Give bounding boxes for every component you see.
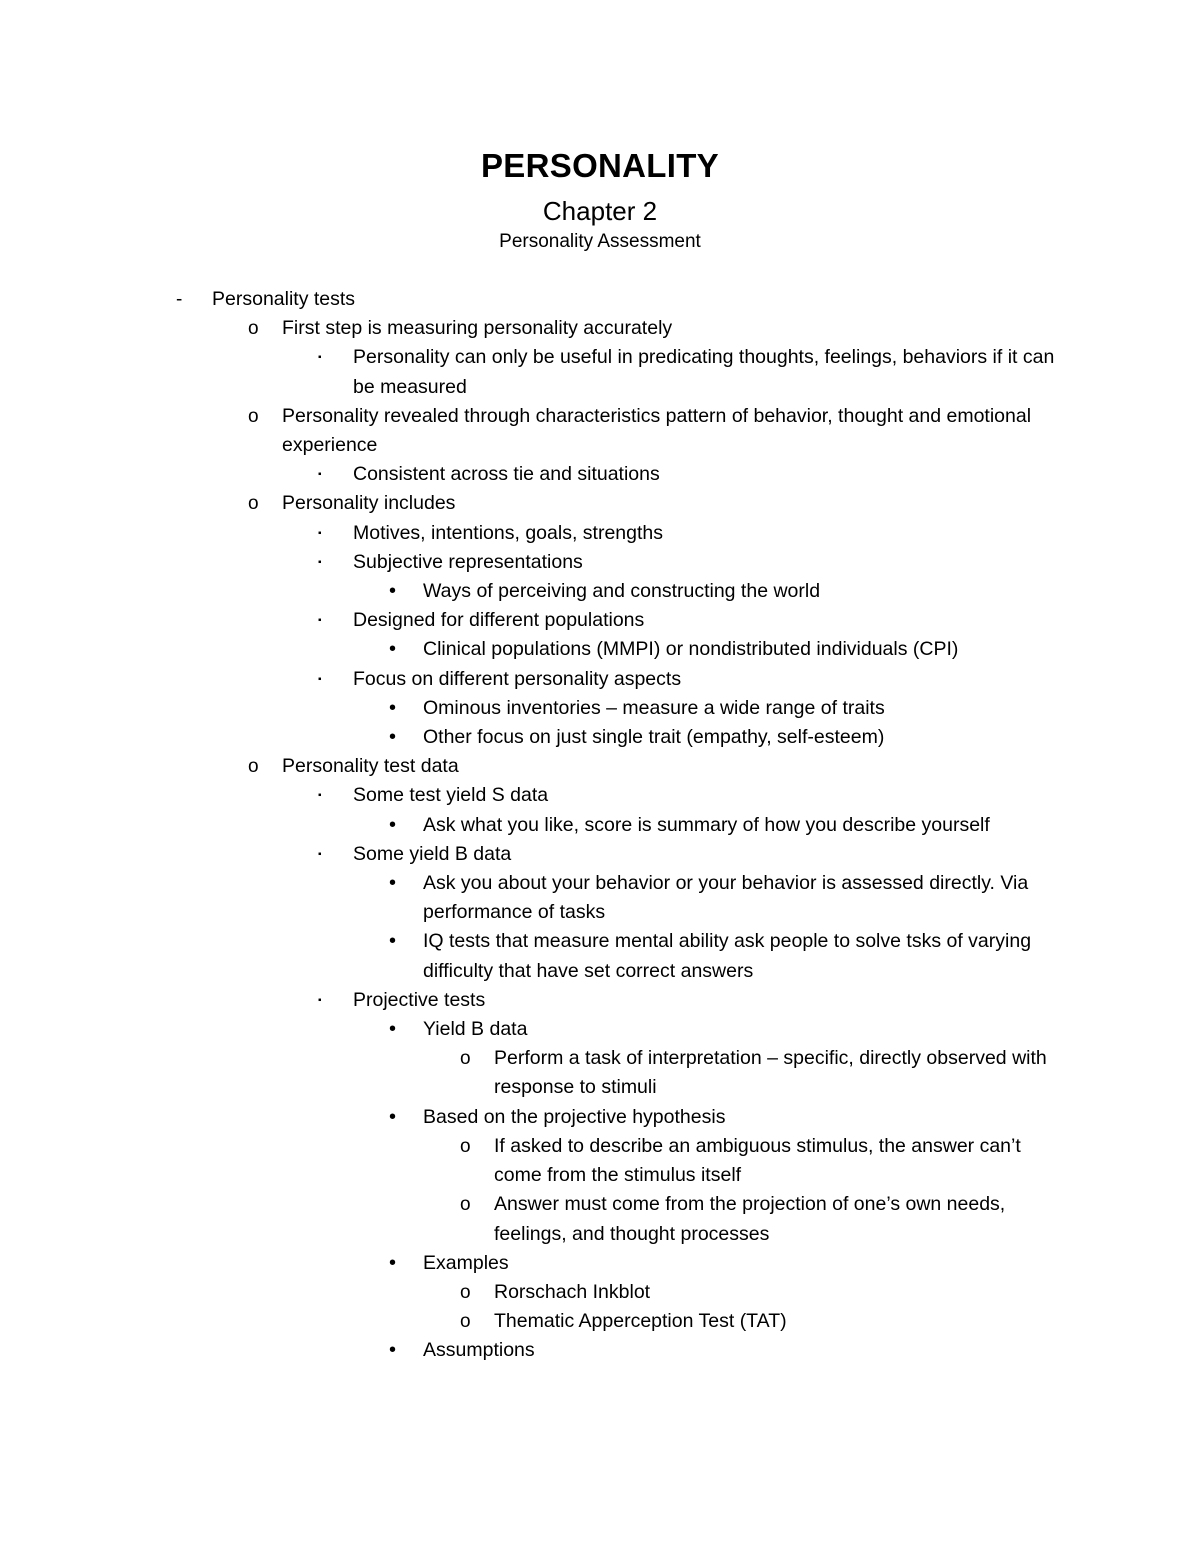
list-item-text: First step is measuring personality accurately xyxy=(282,317,673,340)
notes-outline xyxy=(0,285,1200,1366)
circle-bullet-icon: o xyxy=(248,318,259,340)
list-item-text: Perform a task of interpretation – specific, directly observed with response to stimuli xyxy=(494,1047,1047,1099)
list-item xyxy=(0,314,1200,343)
list-item xyxy=(0,635,1200,664)
list-item-text: Thematic Apperception Test (TAT) xyxy=(494,1310,787,1333)
dot-bullet-icon: • xyxy=(389,872,397,895)
list-item-text: Based on the projective hypothesis xyxy=(423,1105,726,1128)
list-item xyxy=(0,577,1200,606)
circle-bullet-icon: o xyxy=(460,1194,471,1216)
list-item-text: Projective tests xyxy=(353,988,486,1011)
circle-bullet-icon: o xyxy=(460,1135,471,1157)
dot-bullet-icon: • xyxy=(389,1018,397,1041)
list-item-text: Personality includes xyxy=(282,492,456,515)
list-item xyxy=(0,1044,1200,1102)
list-item-text: Motives, intentions, goals, strengths xyxy=(353,521,663,544)
square-bullet-icon: ▪ xyxy=(318,848,322,860)
list-item-text: IQ tests that measure mental ability ask people to solve tsks of varying difficulty that have set correct answers xyxy=(423,930,1032,982)
square-bullet-icon: ▪ xyxy=(318,994,322,1006)
circle-bullet-icon: o xyxy=(460,1048,471,1070)
dot-bullet-icon: • xyxy=(389,696,397,719)
list-item xyxy=(0,665,1200,694)
dot-bullet-icon: • xyxy=(389,638,397,661)
chapter-heading: Chapter 2 xyxy=(542,196,658,226)
list-item xyxy=(0,811,1200,840)
list-item xyxy=(0,752,1200,781)
list-item xyxy=(0,1190,1200,1248)
list-item xyxy=(0,548,1200,577)
list-item xyxy=(0,1132,1200,1190)
list-item xyxy=(0,781,1200,810)
circle-bullet-icon: o xyxy=(248,756,259,778)
circle-bullet-icon: o xyxy=(460,1281,471,1303)
list-item-text: Clinical populations (MMPI) or nondistributed individuals (CPI) xyxy=(423,638,959,661)
square-bullet-icon: ▪ xyxy=(318,615,322,627)
list-item-text: Answer must come from the projection of one’s own needs, feelings, and thought processes xyxy=(494,1193,1006,1245)
dot-bullet-icon: • xyxy=(389,930,397,953)
dot-bullet-icon: • xyxy=(389,1251,397,1274)
list-item xyxy=(0,489,1200,518)
list-item xyxy=(0,402,1200,460)
list-item-text: Rorschach Inkblot xyxy=(494,1280,651,1303)
list-item-text: Ask you about your behavior or your behavior is assessed directly. Via performance of tasks xyxy=(423,872,1029,924)
list-item-text: Examples xyxy=(423,1251,509,1274)
list-item-text: Some test yield S data xyxy=(353,784,549,807)
dash-bullet-icon: - xyxy=(176,289,183,310)
list-item xyxy=(0,723,1200,752)
square-bullet-icon: ▪ xyxy=(318,469,322,481)
list-item xyxy=(0,1336,1200,1365)
circle-bullet-icon: o xyxy=(248,405,259,427)
circle-bullet-icon: o xyxy=(248,493,259,515)
circle-bullet-icon: o xyxy=(460,1311,471,1333)
list-item xyxy=(0,927,1200,985)
list-item xyxy=(0,343,1200,401)
document-title: PERSONALITY xyxy=(481,147,719,184)
dot-bullet-icon: • xyxy=(389,813,397,836)
list-item-text: Some yield B data xyxy=(353,842,512,865)
list-item-text: Personality revealed through characteristics pattern of behavior, thought and emotional experience xyxy=(282,404,1032,457)
list-item xyxy=(0,1103,1200,1132)
list-item-text: Ways of perceiving and constructing the world xyxy=(423,580,821,603)
list-item xyxy=(0,1249,1200,1278)
list-item xyxy=(0,1015,1200,1044)
list-item xyxy=(0,460,1200,489)
list-item xyxy=(0,840,1200,869)
list-item xyxy=(0,1278,1200,1307)
dot-bullet-icon: • xyxy=(389,580,397,603)
square-bullet-icon: ▪ xyxy=(318,556,322,568)
list-item-text: Personality tests xyxy=(212,288,356,310)
dot-bullet-icon: • xyxy=(389,726,397,749)
list-item-text: Personality can only be useful in predicating thoughts, feelings, behaviors if it can be measured xyxy=(353,346,1055,398)
list-item-text: Consistent across tie and situations xyxy=(353,463,660,486)
list-item xyxy=(0,694,1200,723)
chapter-subtitle: Personality Assessment xyxy=(499,231,701,252)
dot-bullet-icon: • xyxy=(389,1339,397,1362)
list-item-text: Yield B data xyxy=(423,1018,528,1041)
list-item xyxy=(0,1307,1200,1336)
list-item-text: Focus on different personality aspects xyxy=(353,667,682,690)
list-item xyxy=(0,606,1200,635)
list-item-text: Ask what you like, score is summary of how you describe yourself xyxy=(423,813,990,836)
list-item-text: Other focus on just single trait (empathy, self-esteem) xyxy=(423,726,885,749)
square-bullet-icon: ▪ xyxy=(318,790,322,802)
list-item xyxy=(0,519,1200,548)
list-item-text: Ominous inventories – measure a wide range of traits xyxy=(423,696,885,719)
square-bullet-icon: ▪ xyxy=(318,673,322,685)
list-item-text: Personality test data xyxy=(282,755,459,778)
list-item xyxy=(0,986,1200,1015)
list-item-text: Assumptions xyxy=(423,1339,535,1362)
list-item xyxy=(0,869,1200,927)
square-bullet-icon: ▪ xyxy=(318,527,322,539)
dot-bullet-icon: • xyxy=(389,1105,397,1128)
list-item-text: Subjective representations xyxy=(353,550,583,573)
list-item xyxy=(0,285,1200,314)
list-item-text: Designed for different populations xyxy=(353,609,645,632)
square-bullet-icon: ▪ xyxy=(318,352,322,364)
list-item-text: If asked to describe an ambiguous stimulus, the answer can’t come from the stimulus itself xyxy=(494,1134,1021,1187)
